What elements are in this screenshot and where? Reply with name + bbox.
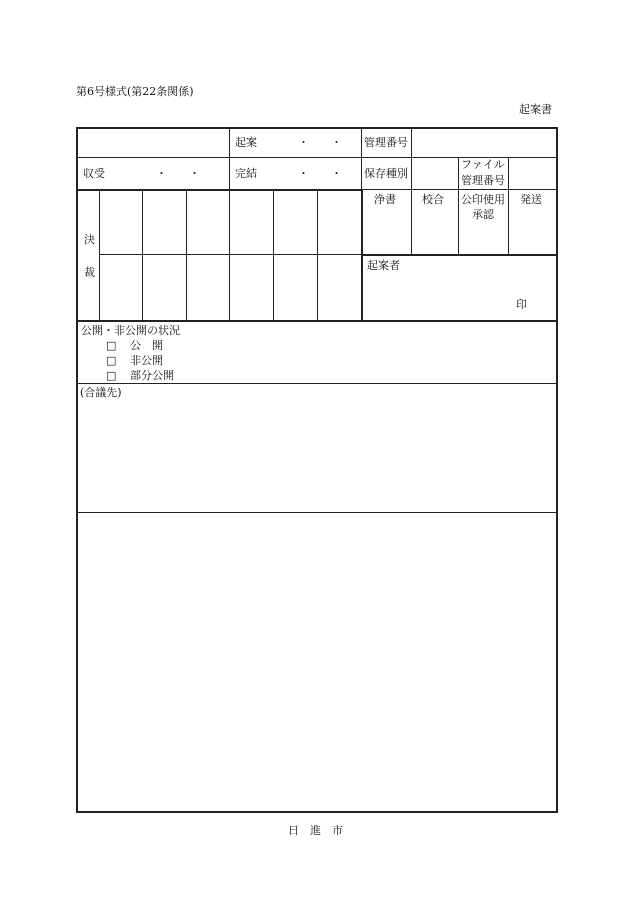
kiansha-label: 起案者 xyxy=(367,259,400,272)
form-number: 第6号様式(第22条関係) xyxy=(76,85,194,98)
city-footer: 日 進 市 xyxy=(288,824,343,837)
option-hikokai-label: 非公開 xyxy=(130,354,163,367)
koin-header-line2: 承認 xyxy=(472,208,494,221)
checkbox-kokai[interactable]: □ xyxy=(106,339,117,352)
option-bubun-kokai-label: 部分公開 xyxy=(130,369,174,382)
checkbox-bubun-kokai[interactable]: □ xyxy=(106,369,117,382)
kanketsu-label: 完結 xyxy=(235,167,257,180)
file-kanri-bango-line2: 管理番号 xyxy=(461,174,505,187)
hozon-shubetsu-label: 保存種別 xyxy=(364,167,408,180)
kogo-header: 校合 xyxy=(422,193,444,206)
disclosure-title: 公開・非公開の状況 xyxy=(81,324,180,337)
seal-mark: 印 xyxy=(516,298,527,311)
option-kokai-label: 公 開 xyxy=(130,339,163,352)
shuju-date: ・ ・ xyxy=(156,167,200,180)
josho-header: 浄書 xyxy=(374,193,396,206)
consultation-label: (合議先) xyxy=(80,386,122,399)
body-text-area[interactable] xyxy=(78,514,556,810)
kanketsu-date: ・ ・ xyxy=(298,167,342,180)
shuju-label: 収受 xyxy=(83,167,105,180)
hasso-header: 発送 xyxy=(520,193,542,206)
document-title: 起案書 xyxy=(519,103,552,116)
file-kanri-bango-line1: ファイル xyxy=(461,158,505,171)
koin-header-line1: 公印使用 xyxy=(461,193,505,206)
kessai-char-1: 決 xyxy=(84,233,95,246)
kanri-bango-label: 管理番号 xyxy=(364,136,408,149)
kessai-char-2: 裁 xyxy=(84,266,95,279)
kian-label: 起案 xyxy=(235,136,257,149)
kian-date: ・ ・ xyxy=(298,136,342,149)
checkbox-hikokai[interactable]: □ xyxy=(106,354,117,367)
